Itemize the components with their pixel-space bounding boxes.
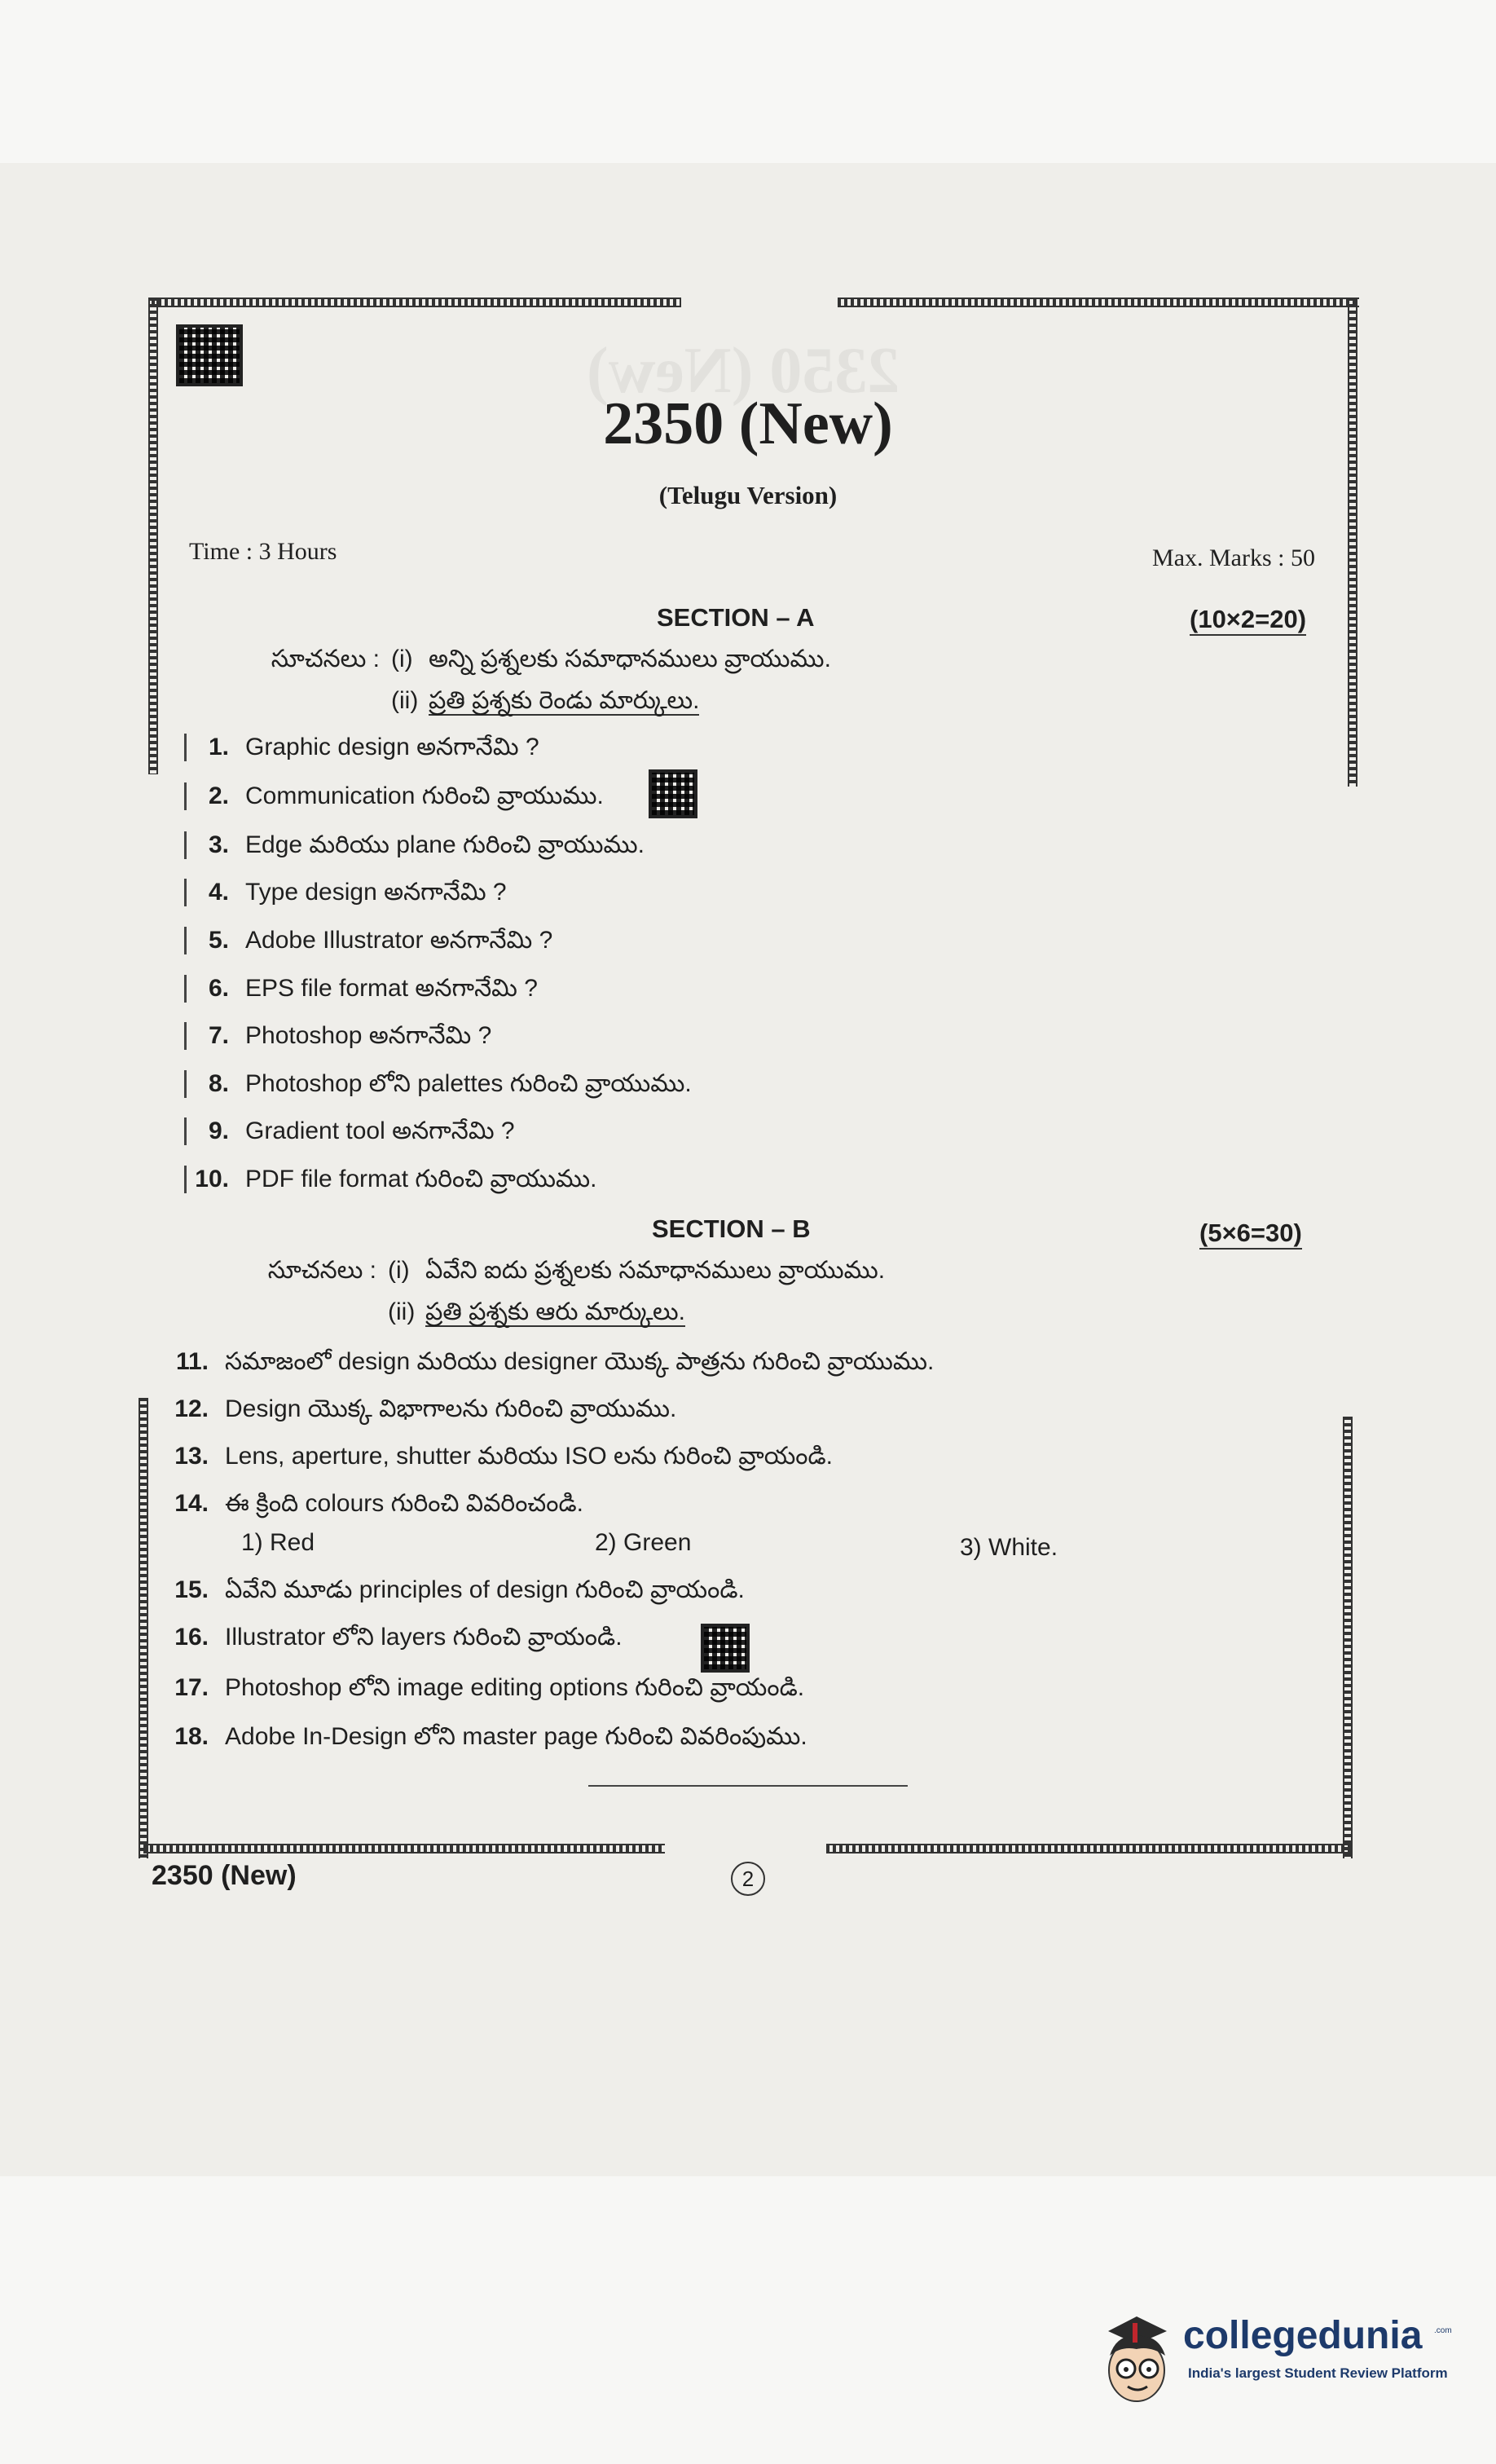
footer-paper-code: 2350 (New)	[152, 1860, 297, 1891]
instruction-label: సూచనలు :	[271, 646, 380, 672]
brand-name: collegedunia	[1183, 2314, 1423, 2357]
instruction-text: ఏవేని ఐదు ప్రశ్నలకు సమాధానములు వ్రాయుము.	[425, 1257, 886, 1284]
exam-time: Time : 3 Hours	[189, 538, 337, 565]
bleed-through-title: 2350 (New)	[587, 335, 900, 407]
question-8: 8. Photoshop లోని palettes గురించి వ్రాయుము.	[184, 1070, 692, 1104]
section-a-instructions: సూచనలు : (i) అన్ని ప్రశ్నలకు సమాధానములు వ్రాయుము. (ii) ప్రతి ప్రశ్నకు రెండు మార్కులు.	[236, 646, 831, 721]
border-left-top	[148, 298, 158, 774]
qr-code-icon	[176, 324, 243, 386]
section-b-instructions: సూచనలు : (i) ఏవేని ఐదు ప్రశ్నలకు సమాధానములు వ్రాయుము. (ii) ప్రతి ప్రశ్నకు ఆరు మార్కులు.	[233, 1257, 885, 1332]
section-a-title: SECTION – A	[657, 603, 815, 632]
qr-code-icon	[649, 769, 697, 818]
section-a-marks: (10×2=20)	[1190, 605, 1306, 636]
mascot-icon	[1092, 2307, 1181, 2404]
qr-code-icon	[701, 1624, 750, 1673]
question-11: 11. సమాజంలో design మరియు designer యొక్క పాత్రను గురించి వ్రాయుము.	[175, 1348, 935, 1375]
instruction-text: ప్రతి ప్రశ్నకు రెండు మార్కులు.	[429, 687, 700, 714]
question-12: 12. Design యొక్క విభాగాలను గురించి వ్రాయుము.	[174, 1395, 677, 1422]
border-top-right	[838, 298, 1359, 307]
question-14: 14. ఈ క్రింది colours గురించి వివరించండి.	[174, 1490, 583, 1517]
question-13: 13. Lens, aperture, shutter మరియు ISO లను గురించి వ్రాయండి.	[174, 1443, 834, 1470]
border-left-bottom	[139, 1398, 148, 1858]
q14-option-1: 1) Red	[241, 1529, 315, 1556]
paper-version: (Telugu Version)	[658, 481, 838, 509]
brand-tagline: India's largest Student Review Platform	[1188, 2365, 1448, 2381]
question-1: 1. Graphic design అనగానేమి ?	[184, 734, 539, 767]
border-right-bottom	[1343, 1417, 1353, 1858]
question-6: 6. EPS file format అనగానేమి ?	[184, 975, 538, 1008]
question-9: 9. Gradient tool అనగానేమి ?	[184, 1117, 515, 1151]
instruction-text: అన్ని ప్రశ్నలకు సమాధానములు వ్రాయుము.	[429, 646, 831, 672]
max-marks: Max. Marks : 50	[1152, 544, 1315, 571]
question-2: 2. Communication గురించి వ్రాయుము.	[184, 782, 604, 816]
border-top-left	[152, 298, 681, 307]
page-number: 2	[731, 1862, 765, 1896]
paper-code: 2350 (New)	[603, 390, 893, 457]
border-bottom-right	[826, 1844, 1353, 1854]
collegedunia-logo[interactable]	[1092, 2307, 1459, 2404]
end-rule	[588, 1785, 908, 1787]
q14-option-2: 2) Green	[595, 1529, 692, 1556]
question-16: 16. Illustrator లోని layers గురించి వ్రాయండి.	[174, 1624, 623, 1651]
instruction-label: సూచనలు :	[267, 1257, 376, 1284]
instruction-text: ప్రతి ప్రశ్నకు ఆరు మార్కులు.	[425, 1298, 685, 1325]
border-right-top	[1348, 298, 1357, 787]
section-b-title: SECTION – B	[652, 1214, 811, 1243]
border-bottom-left	[143, 1844, 665, 1854]
question-4: 4. Type design అనగానేమి ?	[184, 879, 507, 912]
question-10: 10. PDF file format గురించి వ్రాయుము.	[184, 1166, 596, 1199]
q14-option-3: 3) White.	[960, 1534, 1058, 1561]
question-17: 17. Photoshop లోని image editing options గురించి వ్రాయండి.	[174, 1674, 805, 1701]
question-5: 5. Adobe Illustrator అనగానేమి ?	[184, 927, 552, 960]
question-3: 3. Edge మరియు plane గురించి వ్రాయుము.	[184, 831, 645, 865]
brand-suffix: .com	[1434, 2326, 1452, 2335]
question-15: 15. ఏవేని మూడు principles of design గురించి వ్రాయండి.	[174, 1576, 745, 1603]
question-18: 18. Adobe In-Design లోని master page గురించి వివరింపుము.	[174, 1723, 807, 1750]
question-7: 7. Photoshop అనగానేమి ?	[184, 1022, 491, 1056]
section-b-marks: (5×6=30)	[1199, 1219, 1302, 1250]
